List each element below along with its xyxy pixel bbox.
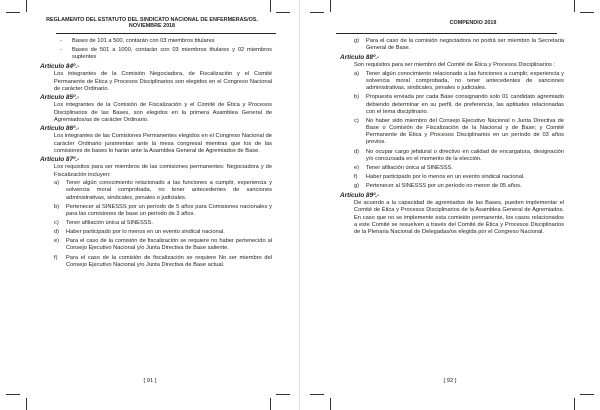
- list-item: [340, 149, 564, 163]
- item-text: Para el caso de la comisión negociadora no podrá ser miembro la Secretaria General de Base.: [366, 38, 564, 52]
- crop-mark: [270, 0, 271, 12]
- item-marker: e): [354, 164, 360, 171]
- article-87-heading: Artículo 87º.-: [40, 156, 80, 164]
- item-text: No ocupar cargo jefatural o directivo en calidad de encargatura, designación y/o concursada en el momento de la elección.: [366, 148, 564, 162]
- crop-mark: [276, 12, 290, 13]
- list-item: [40, 220, 272, 227]
- header-rule: [56, 33, 276, 34]
- list-item: [40, 229, 272, 236]
- crop-mark: [580, 12, 594, 13]
- item-text: No haber sido miembro del Consejo Ejecutivo Nacional o Junta Directiva de Base o Comisión de Fiscalización de la Nacional y de Base; y Comité Permanente de Ética y Procesos Disciplinarios en un período de 03 años previos.: [366, 117, 564, 146]
- bullet-marker: -: [60, 38, 62, 44]
- crop-mark: [6, 12, 20, 13]
- bullet-text: Bases de 501 a 1000, contarán con 03 miembros titulares y 02 miembros suplentes: [72, 47, 272, 61]
- crop-mark: [574, 0, 575, 12]
- page-number: [ 91 ]: [143, 378, 157, 384]
- item-text: Haber participado por lo menos en un evento sindical nacional.: [366, 174, 525, 180]
- crop-mark: [330, 0, 331, 12]
- article-88-intro: Son requisitos para ser miembro del Comité de Ética y Procesos Disciplinarios :: [354, 62, 556, 69]
- item-text: Haber participado por lo menos en un evento sindical nacional.: [66, 229, 225, 236]
- left-page-body: [40, 38, 272, 271]
- article-86-text: Los integrantes de las Comisiones Permanentes elegidos en el Congreso Nacional de carácter Ordinario juramentan ante la mesa congresal mientras que los de las comisiones de bases lo harán ante la Asamblea General de Agremiados de Base.: [54, 133, 272, 154]
- crop-mark: [310, 12, 324, 13]
- item-marker: c): [54, 219, 59, 226]
- crop-mark: [276, 394, 290, 395]
- item-text: Tener algún conocimiento relacionado a las funciones a cumplir, experiencia y solvencia moral comprobada, no tener antecedentes de sanciones administrativas, sindicales, penales o judiciales.: [66, 180, 272, 201]
- list-item: [40, 38, 272, 45]
- list-item: [40, 255, 272, 269]
- item-marker: d): [54, 229, 60, 236]
- list-item: [40, 180, 272, 201]
- page-number: [ 92 ]: [443, 378, 457, 384]
- article-84-text: Los integrantes de la Comisión Negociadora, de Fiscalización y el Comité Permanente de Ética y Procesos Disciplinarios son elegidos en el Congreso Nacional de carácter Ordinario.: [54, 71, 272, 92]
- item-text: Pertenecer al SINESSS por un período no menor de 05 años.: [366, 183, 522, 190]
- item-text: Tener afiliación única al SINESSS.: [366, 164, 453, 171]
- item-marker: d): [354, 148, 360, 155]
- article-84-heading: Artículo 84º.-: [40, 63, 80, 71]
- list-item: [40, 238, 272, 252]
- list-item: [40, 47, 272, 61]
- crop-mark: [580, 394, 594, 395]
- running-header: [38, 17, 266, 30]
- running-header-title: REGLAMENTO DEL ESTATUTO DEL SINDICATO NACIONAL DE ENFERMERAS/OS.: [46, 17, 258, 23]
- item-text: Para el caso de la comisión de fiscalización se requiere No ser miembro del Consejo Ejecutivo Nacional y/o Junta Directiva de Base actual.: [66, 254, 272, 268]
- list-item: [340, 38, 564, 52]
- crop-mark: [574, 398, 575, 410]
- item-text: Propuesta enviada por cada Base consignando solo 01 candidato agremiado debiendo determinar en su perfil, de preferencia, las aptitudes relacionadas con el tema disciplinario.: [366, 94, 564, 115]
- list-item: [40, 204, 272, 218]
- running-header-date: NOVIEMBRE 2018: [128, 23, 176, 30]
- item-text: Pertenecer al SINESSS por un período de 5 años para Comisiones nacionales y para las comisiones de base un período de 3 años.: [66, 203, 272, 217]
- right-page: [300, 0, 600, 410]
- item-marker: f): [54, 254, 58, 261]
- article-86-heading: Artículo 86º.-: [40, 125, 80, 133]
- article-85-heading: Artículo 85º.-: [40, 94, 80, 102]
- list-item: [340, 165, 564, 172]
- running-header-title: COMPENDIO 2019: [449, 20, 497, 26]
- list-item: [340, 94, 564, 115]
- item-text: Tener afiliación única al SINESSS.: [66, 219, 153, 226]
- crop-mark: [310, 394, 324, 395]
- right-page-body: [340, 38, 564, 238]
- bullet-text: Bases de 101 a 500, contarán con 03 miembros titulares: [72, 38, 215, 44]
- item-marker: c): [354, 117, 359, 124]
- list-item: [340, 71, 564, 92]
- item-marker: b): [354, 94, 360, 101]
- list-item: [340, 174, 564, 181]
- item-marker: f): [354, 174, 358, 180]
- article-89-text: De acuerdo a la capacidad de agremiados de las Bases, pueden implementar el Comité de Ética y Procesos Disciplinarios de la Asamblea General de Agremiados. En caso que no se implemente esta comisión permanente, los casos relacionados a este Comité se resuelven a través del Comité de Ética y Procesos Disciplinarios de la Plenaria Nacional de Delegadas/os elegida por el Congreso Nacional.: [354, 200, 564, 235]
- crop-mark: [270, 398, 271, 410]
- running-header: [388, 20, 558, 26]
- article-85-text: Los integrantes de la Comisión de Fiscalización y el Comité de Ética y Procesos Disciplinarios de las Bases, son elegidos en la primera Asamblea General de Agremiados/as de carácter Ordinario.: [54, 102, 272, 123]
- crop-mark: [26, 398, 27, 410]
- article-89-heading: Artículo 89º.-: [340, 192, 380, 200]
- crop-mark: [6, 394, 20, 395]
- item-marker: e): [54, 238, 60, 245]
- item-marker: a): [354, 70, 360, 77]
- list-item: [340, 118, 564, 147]
- crop-mark: [330, 398, 331, 410]
- bullet-marker: -: [60, 47, 62, 54]
- item-marker: a): [54, 180, 60, 187]
- crop-mark: [26, 0, 27, 12]
- header-rule: [336, 33, 557, 34]
- item-text: Tener algún conocimiento relacionado a las funciones a cumplir, experiencia y solvencia moral comprobada, no tener antecedentes de sanciones administrativas, sindicales, penales o judiciales.: [366, 70, 564, 92]
- item-text: Para el caso de la comisión de fiscalización se requiere no haber pertenecido al Consejo Ejecutivo Nacional y/o Junta Directiva de Base saliente.: [66, 238, 272, 252]
- article-87-intro: Los requisitos para ser miembros de las comisiones permanentes: Negociadora y de Fiscalización incluyen:: [54, 164, 272, 178]
- list-item: [340, 183, 564, 190]
- item-marker: b): [54, 203, 60, 210]
- article-88-heading: Artículo 88º.-: [340, 54, 380, 62]
- item-marker: g): [354, 183, 360, 190]
- item-marker: g): [354, 38, 360, 44]
